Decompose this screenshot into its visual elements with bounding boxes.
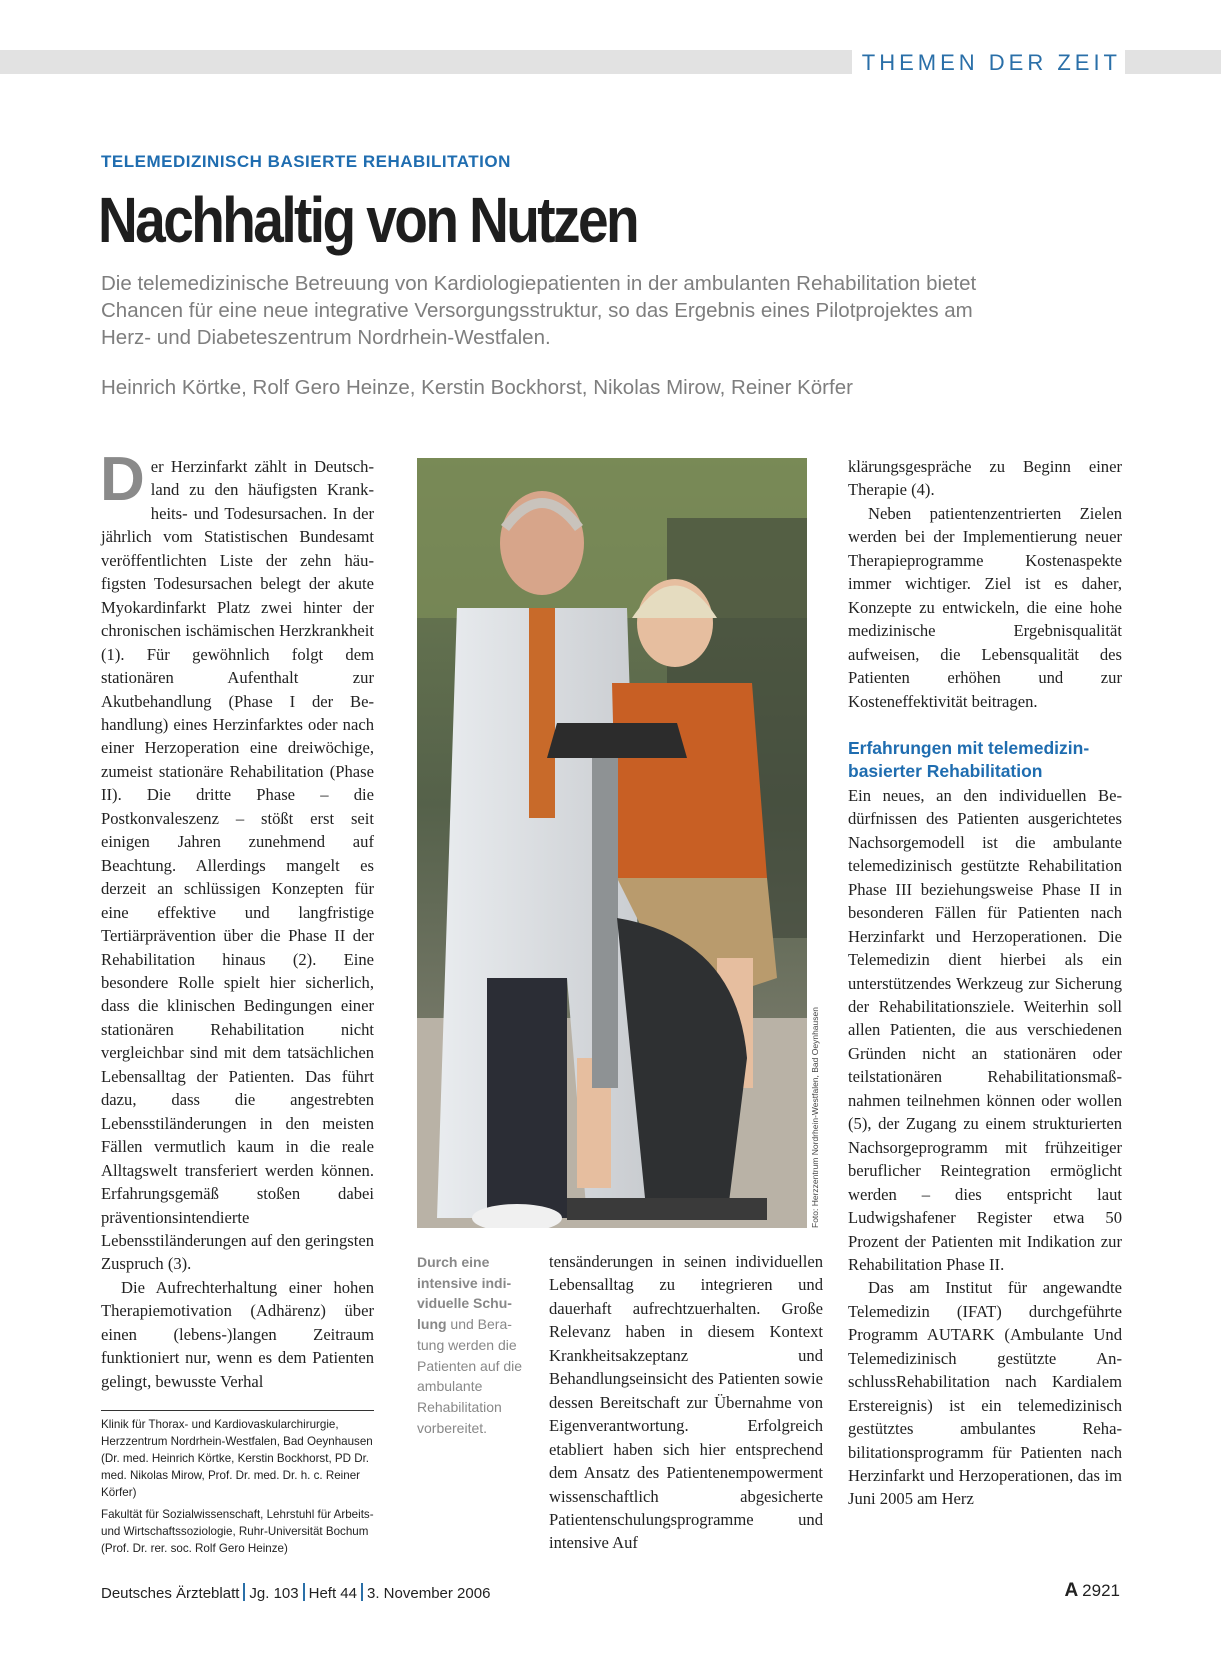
caption-bold: Durch eine intensive individuelle Schulung: [417, 1254, 512, 1333]
body-column-2: [549, 1250, 823, 1555]
footer-separator: [303, 1583, 305, 1601]
journal-name: Deutsches Ärzteblatt: [101, 1585, 240, 1602]
journal-issue: Heft 44: [308, 1585, 357, 1602]
paragraph: Ein neues, an den individuellen Bedürfnissen des Patienten ausgerichtetes Nachsorgemodell ist die ambulante telemedizinisch gestützte Rehabilitation Phase III beziehungsweise Phase II in besonderen Fällen für Patienten nach Herzinfarkt und Herzoperationen. Die Telemedizin dient hierbei als ein unterstützendes Werkzeug zur Sicherung der Rehabilitationsziele. Weiterhin soll allen Patienten, die aus verschiedenen Gründen nicht an stationären oder teilstationären Rehabilitationsmaßnahmen teilnehmen können oder wollen (5), der Zugang zu einem strukturierten Nachsorgeprogramm mit frühzeitiger beruflicher Reintegration ermöglicht werden – dies entspricht laut Ludwigshafener Register etwa 50 Prozent der Patienten mit Indikation zur Rehabilitation Phase II.: [848, 785, 1122, 1274]
affiliation: Fakultät für Sozialwissenschaft, Lehrstuhl für Arbeits- und Wirtschaftssoziologie, Ruhr-Universität Bochum (Prof. Dr. rer. soc. Rolf Gero Heinze): [101, 1508, 374, 1555]
photo-caption: [417, 1252, 529, 1438]
paragraph: [100, 445, 374, 1276]
body-column-1: [100, 445, 374, 1393]
paragraph: tensänderungen in seinen individuellen Lebensalltag zu integrieren und dauerhaft aufrechtzuerhalten. Große Relevanz haben in diesem Kontext Krankheitsakzeptanz und Behandlungseinsicht des Patienten sowie dessen Bereitschaft zur Übernahme von Eigenverantwortung. Erfolgreich etabliert haben sich hier entsprechend dem Ansatz des Patientenempowerment wissenschaftlich abgesicherte Patientenschulungsprogramme und intensive Auf: [549, 1252, 823, 1553]
page-number: [1064, 1580, 1120, 1602]
footer-separator: [361, 1583, 363, 1601]
page-footer: [101, 1583, 490, 1602]
page-prefix: A: [1064, 1580, 1079, 1601]
paragraph: Die Aufrechterhaltung einer hohen Therapiemotivation (Adhärenz) über einen (lebens-)langen Zeitraum funktioniert nur, wenn es dem Patienten gelingt, bewusste Verhal: [101, 1277, 374, 1391]
article-title: Nachhaltig von Nutzen: [98, 184, 638, 256]
affiliation: Klinik für Thorax- und Kardiovaskularchirurgie, Herzzentrum Nordrhein-Westfalen, Bad Oeynhausen (Dr. med. Heinrich Körtke, Kerstin Bockhorst, PD Dr. med. Nikolas Mirow, Prof. Dr. med. Dr. h. c. Reiner Körfer): [101, 1418, 373, 1499]
paragraph: Neben patientenzentrierten Zielen werden bei der Implementierung neuer Therapieprogramme Kostenaspekte immer wichtiger. Ziel ist es daher, Konzepte zu entwickeln, die eine hohe medizinische Ergebnisqualität aufweisen, die Lebensqualität des Patienten erhöhen und zur Kosteneffektivität beitragen.: [848, 503, 1122, 711]
author-affiliations: [101, 1416, 374, 1562]
issue-date: 3. November 2006: [367, 1585, 491, 1602]
drop-cap: D: [100, 445, 145, 514]
page-number-value: 2921: [1082, 1581, 1120, 1600]
caption-text: und Beratung werden die Patienten auf die ambulante Rehabilitation vorbereitet.: [417, 1316, 523, 1436]
journal-volume: Jg. 103: [249, 1585, 299, 1602]
article-authors: Heinrich Körtke, Rolf Gero Heinze, Kerstin Bockhorst, Nikolas Mirow, Reiner Körfer: [101, 376, 853, 399]
footer-separator: [243, 1583, 245, 1601]
article-photo: [417, 458, 807, 1228]
article-lead: Die telemedizinische Betreuung von Kardiologiepatienten in der ambulanten Rehabilitation bietet Chancen für eine neue integrative Versorgungsstruktur, so das Ergebnis eines Pilotprojektes am Herz- und Diabeteszentrum Nordrhein-Westfalen.: [101, 272, 977, 349]
photo-credit: Foto: Herzzentrum Nordrhein-Westfalen, Bad Oeynhausen: [810, 1007, 820, 1228]
section-subheading: Erfahrungen mit telemedizinbasierter Rehabilitation: [848, 737, 1090, 782]
paragraph: Das am Institut für angewandte Telemedizin (IFAT) durchgeführte Programm AUTARK (Ambulante Und Telemedizinisch gestützte AnschlussRehabilitation nach Kardialem Erstereignis) ist ein telemedizinisch gestütztes ambulantes Rehabilitationsprogramm für Patienten nach Herzinfarkt und Herzoperationen, das im Juni 2005 am Herz: [848, 1278, 1122, 1509]
paragraph: klärungsgespräche zu Beginn einer Therapie (4).: [848, 457, 1122, 500]
paragraph-text: er Herzinfarkt zählt in Deutschland zu den häufigsten Krankheits- und Todesursachen. In der jährlich vom Statistischen Bundesamt veröffentlichten Liste der zehn häufigsten Todesursachen belegt der akute Myokardinfarkt Platz zwei hinter der chronischen ischämischen Herzkrankheit (1). Für gewöhnlich folgt dem stationären Aufenthalt zur Akutbehandlung (Phase I der Behandlung) eines Herzinfarktes oder nach einer Herzoperation eine dreiwöchige, zumeist stationäre Rehabilitation (Phase II). Die dritte Phase – die Postkonvaleszenz – stößt erst seit einigen Jahren zunehmend auf Beachtung. Allerdings mangelt es derzeit an schlüssigen Konzepten für eine effektive und langfristige Tertiärprävention über die Phase II der Rehabilitation hinaus (2). Eine besondere Rolle spielt hier sicherlich, dass die klinischen Bedingungen einer stationären Rehabilitation nicht vergleichbar sind mit dem tatsächlichen Lebensalltag der Patienten. Das führt dazu, dass die angestrebten Lebensstiländerungen in den meisten Fällen vermutlich kaum in die reale Alltagswelt transferiert werden können. Erfahrungsgemäß stoßen dabei präventionsintendierte Lebensstiländerungen auf den geringsten Zuspruch (3).: [101, 457, 374, 1274]
footnote-divider: [101, 1410, 374, 1411]
body-column-3: [848, 455, 1122, 1511]
section-label: THEMEN DER ZEIT: [852, 50, 1125, 76]
article-kicker: TELEMEDIZINISCH BASIERTE REHABILITATION: [101, 152, 511, 171]
